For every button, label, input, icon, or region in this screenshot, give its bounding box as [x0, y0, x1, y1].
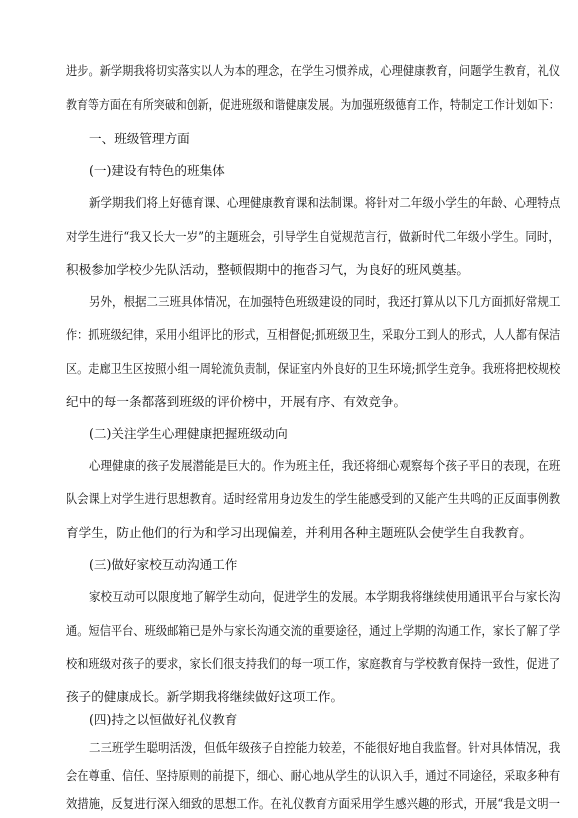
sub3-para-line-3: 校和班级对孩子的要求，家长们很支持我们的每一项工作，家庭教育与学校教育保持一致性，促进了: [66, 656, 561, 671]
sub1-para2-line-1: 另外，根据二三班具体情况，在加强特色班级建设的同时，我还打算从以下几方面抓好常规工: [89, 294, 561, 309]
sub2-para-line-1: 心理健康的孩子发展潜能是巨大的。作为班主任，我还将细心观察每个孩子平日的表现，在班: [89, 458, 561, 473]
sub1-para1-line-3: 积极参加学校少先队活动，整顿假期中的拖沓习气，为良好的班风奠基。: [66, 262, 469, 277]
sub2-para-line-3: 育学生，防止他们的行为和学习出现偏差，并利用各种主题班队会使学生自我教育。: [66, 525, 532, 540]
intro-line-2: 教育等方面在有所突破和创新，促进班级和谐健康发展。为加强班级德育工作，特制定工作计划如下：: [66, 97, 560, 112]
sub4-para-line-2: 会在尊重、信任、坚持原则的前提下，细心、耐心地从学生的认识入手，通过不同途径，采取多种有: [66, 768, 561, 783]
sub1-para1-line-1: 新学期我们将上好德育课、心理健康教育课和法制课。将针对二年级小学生的年龄、心理特点: [89, 195, 561, 210]
sub4-para-line-3: 效措施，反复进行深入细致的思想工作。在礼仪教育方面采用学生感兴趣的形式，开展“我是文明一: [66, 796, 561, 811]
subheading-4: (四)持之以恒做好礼仪教育: [89, 712, 238, 727]
sub3-para-line-1: 家校互动可以限度地了解学生动向，促进学生的发展。本学期我将继续使用通讯平台与家长沟: [89, 589, 561, 604]
section-heading-class-management: 一、班级管理方面: [89, 131, 190, 146]
sub1-para2-line-3: 区。走廊卫生区按照小组一周轮流负责制，保证室内外良好的卫生环境;抓学生竞争。我班将把校规校: [66, 361, 561, 376]
sub3-para-line-4: 孩子的健康成长。新学期我将继续做好这项工作。: [66, 689, 344, 704]
sub1-para2-line-4: 纪中的每一条都落到班级的评价榜中，开展有序、有效竞争。: [66, 394, 407, 409]
sub2-para-line-2: 队会课上对学生进行思想教育。适时经常用身边发生的学生能感受到的又能产生共鸣的正反面事例教: [66, 491, 561, 506]
subheading-2: (二)关注学生心理健康把握班级动向: [89, 426, 288, 441]
subheading-1: (一)建设有特色的班集体: [89, 163, 225, 178]
sub1-para2-line-2: 作：抓班级纪律，采用小组评比的形式，互相督促;抓班级卫生，采取分工到人的形式，人人都有保洁: [66, 327, 561, 342]
subheading-3: (三)做好家校互动沟通工作: [89, 557, 238, 572]
intro-line-1: 进步。新学期我将切实落实以人为本的理念，在学生习惯养成，心理健康教育，问题学生教育，礼仪: [66, 63, 561, 78]
sub1-para1-line-2: 对学生进行“我又长大一岁”的主题班会，引导学生自觉规范言行，做新时代二年级小学生。同时，: [66, 229, 560, 244]
sub3-para-line-2: 通。短信平台、班级邮箱已是外与家长沟通交流的重要途径，通过上学期的沟通工作，家长了解了学: [66, 623, 561, 638]
sub4-para-line-1: 二三班学生聪明活泼，但低年级孩子自控能力较差，不能很好地自我监督。针对具体情况，我: [89, 740, 561, 755]
